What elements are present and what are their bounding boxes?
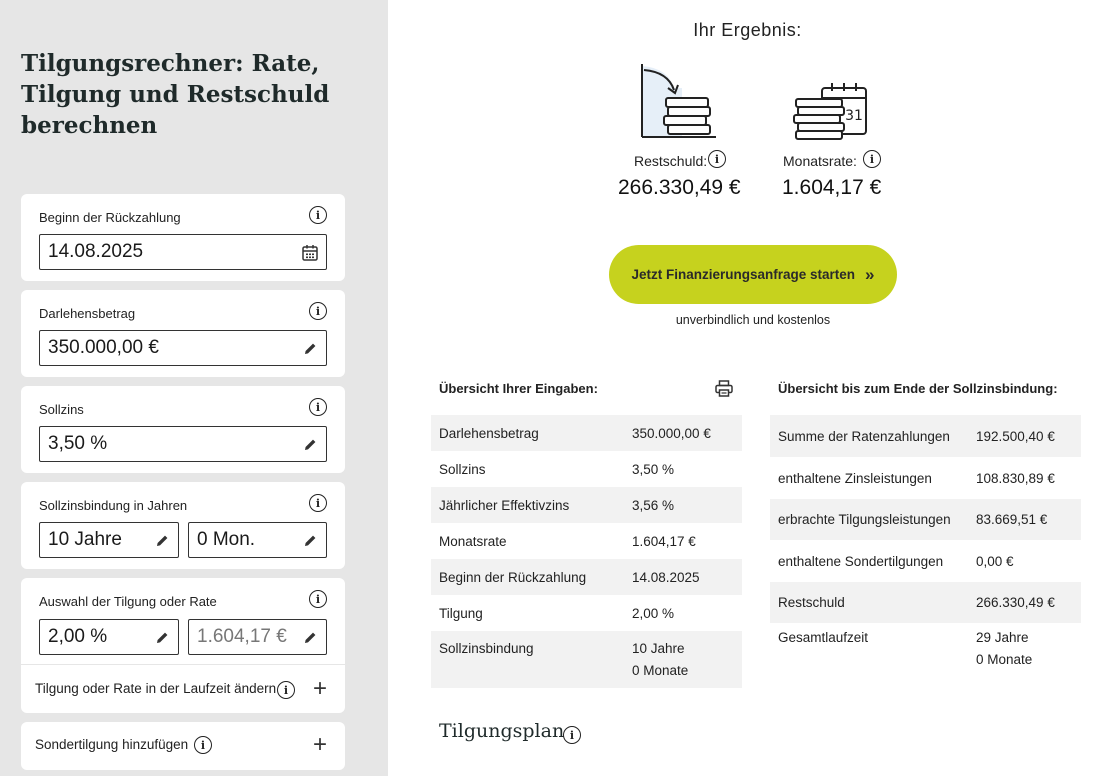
row-value: 0,00 € bbox=[976, 553, 1014, 569]
rate-input[interactable] bbox=[188, 619, 327, 655]
row-value: 83.669,51 € bbox=[976, 512, 1048, 527]
row-label: erbrachte Tilgungsleistungen bbox=[778, 512, 951, 527]
row-value: 192.500,40 € bbox=[976, 428, 1055, 444]
pencil-icon[interactable] bbox=[154, 628, 170, 646]
row-value: 350.000,00 € bbox=[632, 425, 711, 441]
info-icon[interactable]: i bbox=[563, 726, 581, 744]
tilgung-input[interactable] bbox=[39, 619, 179, 655]
info-icon[interactable]: i bbox=[277, 681, 295, 699]
row-value: 2,00 % bbox=[632, 605, 675, 621]
debt-chart-icon bbox=[638, 62, 720, 140]
table-row bbox=[431, 559, 742, 595]
row-value: 1.604,17 € bbox=[632, 533, 696, 549]
plus-icon[interactable]: + bbox=[313, 731, 328, 758]
info-icon[interactable]: i bbox=[863, 150, 881, 168]
coins-calendar-icon bbox=[792, 82, 870, 140]
row-label: Summe der Ratenzahlungen bbox=[778, 428, 950, 444]
repayment-label: Auswahl der Tilgung oder Rate bbox=[39, 594, 217, 609]
table-row bbox=[431, 523, 742, 559]
pencil-icon[interactable] bbox=[302, 628, 318, 646]
months-input[interactable] bbox=[188, 522, 327, 558]
inputs-table bbox=[431, 415, 742, 688]
row-value-line: 29 Jahre bbox=[976, 630, 1029, 645]
interest-rate-input[interactable] bbox=[39, 426, 327, 462]
start-date-value: 14.08.2025 bbox=[48, 241, 144, 262]
change-repayment-toggle[interactable] bbox=[21, 664, 345, 713]
row-label: Sollzinsbindung bbox=[439, 641, 534, 656]
interest-rate-value: 3,50 % bbox=[48, 433, 108, 454]
row-value-line: 0 Monate bbox=[632, 663, 689, 678]
row-value-line: 10 Jahre bbox=[632, 641, 685, 656]
row-label: Tilgung bbox=[439, 605, 483, 621]
table-row bbox=[770, 540, 1081, 582]
loan-amount-value: 350.000,00 € bbox=[48, 337, 159, 358]
months-value: 0 Mon. bbox=[197, 529, 256, 550]
row-label: Monatsrate bbox=[439, 533, 507, 549]
special-repayment-label: Sondertilgung hinzufügen bbox=[35, 737, 189, 752]
print-icon[interactable] bbox=[715, 380, 733, 402]
monatsrate-label: Monatsrate: bbox=[783, 153, 857, 169]
fixed-rate-period-label: Sollzinsbindung in Jahren bbox=[39, 498, 188, 513]
years-input[interactable] bbox=[39, 522, 179, 558]
row-label: Sollzins bbox=[439, 461, 486, 477]
start-date-input[interactable] bbox=[39, 234, 327, 270]
pencil-icon[interactable] bbox=[302, 435, 318, 453]
restschuld-label: Restschuld: bbox=[634, 153, 708, 169]
result-title: Ihr Ergebnis: bbox=[693, 20, 802, 40]
row-label: Darlehensbetrag bbox=[439, 425, 539, 441]
row-label: Gesamtlaufzeit bbox=[778, 630, 869, 645]
special-repayment-card[interactable] bbox=[21, 722, 345, 770]
interest-rate-label: Sollzins bbox=[39, 402, 84, 417]
inputs-table-heading: Übersicht Ihrer Eingaben: bbox=[439, 381, 598, 396]
info-icon[interactable]: i bbox=[309, 302, 327, 320]
row-value bbox=[976, 627, 1032, 675]
info-icon[interactable]: i bbox=[309, 398, 327, 416]
summary-table-heading: Übersicht bis zum Ende der Sollzinsbindung: bbox=[778, 381, 1058, 396]
pencil-icon[interactable] bbox=[302, 339, 318, 357]
calendar-icon[interactable] bbox=[302, 243, 318, 261]
plus-icon[interactable]: + bbox=[313, 675, 328, 702]
cta-subtext: unverbindlich und kostenlos bbox=[675, 313, 831, 327]
row-value bbox=[632, 638, 688, 688]
loan-amount-label: Darlehensbetrag bbox=[39, 306, 136, 321]
calculator-panel bbox=[0, 0, 388, 776]
table-row bbox=[770, 623, 1081, 675]
start-date-card bbox=[21, 194, 345, 281]
row-value: 108.830,89 € bbox=[976, 470, 1055, 486]
table-row bbox=[431, 595, 742, 631]
page-title: Tilgungsrechner: Rate, Tilgung und Restschuld berechnen bbox=[21, 50, 330, 139]
tilgung-value: 2,00 % bbox=[48, 626, 108, 647]
start-financing-button[interactable] bbox=[609, 245, 897, 304]
row-value: 266.330,49 € bbox=[976, 595, 1055, 610]
table-row bbox=[770, 457, 1081, 499]
row-label: enthaltene Sondertilgungen bbox=[778, 553, 944, 569]
row-value: 3,50 % bbox=[632, 461, 675, 477]
change-repayment-label: Tilgung oder Rate in der Laufzeit ändern bbox=[35, 681, 277, 696]
table-row bbox=[770, 499, 1081, 540]
repayment-plan-title: Tilgungsplan bbox=[439, 720, 565, 742]
loan-amount-card bbox=[21, 290, 345, 377]
table-row bbox=[431, 415, 742, 451]
row-value: 3,56 % bbox=[632, 497, 675, 513]
double-chevron-right-icon: » bbox=[865, 264, 875, 284]
row-label: Jährlicher Effektivzins bbox=[439, 497, 570, 513]
info-icon[interactable]: i bbox=[194, 736, 212, 754]
fixed-rate-period-card bbox=[21, 482, 345, 569]
table-row bbox=[431, 631, 742, 688]
calendar-day: 31 bbox=[845, 108, 863, 124]
monatsrate-value: 1.604,17 € bbox=[782, 176, 882, 199]
table-row bbox=[770, 415, 1081, 457]
loan-amount-input[interactable] bbox=[39, 330, 327, 366]
repayment-card bbox=[21, 578, 345, 713]
row-value: 14.08.2025 bbox=[632, 569, 700, 585]
pencil-icon[interactable] bbox=[154, 531, 170, 549]
info-icon[interactable]: i bbox=[309, 590, 327, 608]
rate-value: 1.604,17 € bbox=[197, 626, 287, 647]
start-date-label: Beginn der Rückzahlung bbox=[39, 210, 181, 225]
table-row bbox=[431, 451, 742, 487]
restschuld-value: 266.330,49 € bbox=[618, 176, 741, 199]
pencil-icon[interactable] bbox=[302, 531, 318, 549]
row-value-line: 0 Monate bbox=[976, 652, 1033, 667]
info-icon[interactable]: i bbox=[309, 494, 327, 512]
row-label: Restschuld bbox=[778, 595, 845, 610]
row-label: Beginn der Rückzahlung bbox=[439, 569, 587, 585]
table-row bbox=[431, 487, 742, 523]
summary-table bbox=[770, 415, 1081, 675]
start-financing-label: Jetzt Finanzierungsanfrage starten bbox=[631, 267, 856, 282]
table-row bbox=[770, 582, 1081, 623]
interest-rate-card bbox=[21, 386, 345, 473]
info-icon[interactable]: i bbox=[309, 206, 327, 224]
row-label: enthaltene Zinsleistungen bbox=[778, 470, 932, 486]
years-value: 10 Jahre bbox=[48, 529, 122, 550]
info-icon[interactable]: i bbox=[708, 150, 726, 168]
